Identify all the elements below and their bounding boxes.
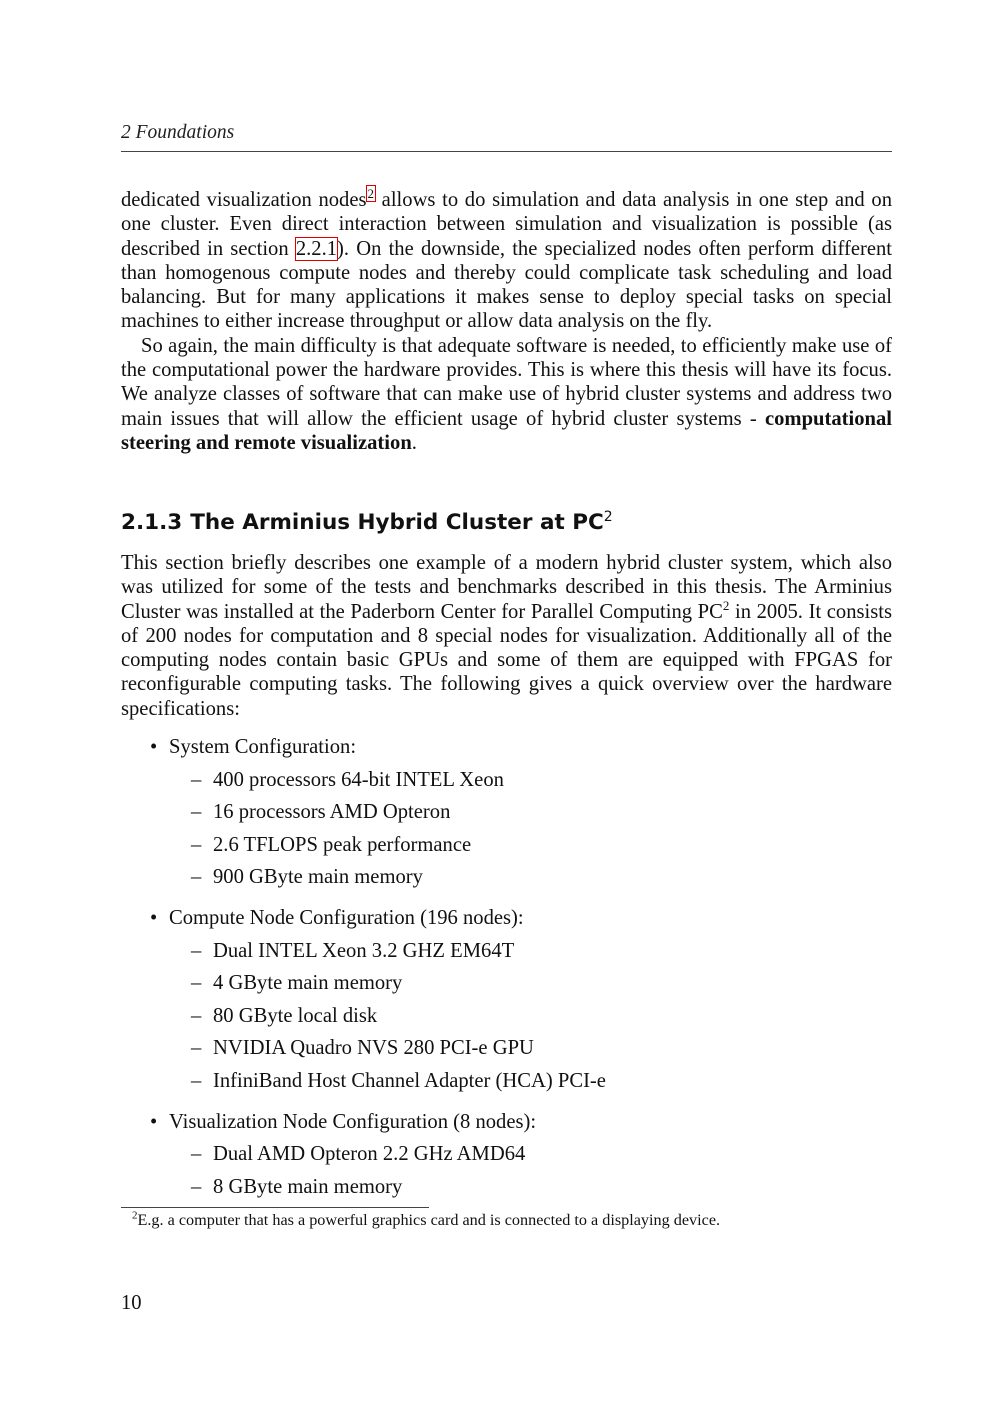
spec-group-label-text: System Configuration: [169, 736, 357, 758]
intro-p1-text-2: allows to do simulation and data analysis in one step and on one cluster. Even direct interaction between simulation and visualization is possible (as described in section [121, 189, 892, 260]
spec-item-text: Dual AMD Opteron 2.2 GHz AMD64 [213, 1143, 526, 1165]
spec-group [121, 734, 892, 890]
bullet-marker: • [150, 1110, 158, 1133]
intro-paragraph-2 [121, 334, 892, 455]
footnote-text: E.g. a computer that has a powerful graphics card and is connected to a displaying device. [137, 1211, 721, 1229]
spec-item-text: 8 GByte main memory [213, 1175, 403, 1198]
dash-marker: – [191, 768, 202, 791]
spec-group-label [121, 1109, 892, 1135]
bullet-marker: • [150, 736, 158, 758]
section-p1-sup: 2 [722, 597, 730, 613]
spec-group-label [121, 734, 892, 760]
spec-item-text: 16 processors AMD Opteron [213, 801, 451, 823]
intro-p2-bold: computational steering and remote visualization [121, 407, 892, 454]
section-paragraph [121, 551, 892, 721]
spec-item [121, 793, 892, 826]
bullet-marker: • [150, 907, 158, 929]
spec-group-label-text: Visualization Node Configuration (8 nodes): [169, 1110, 537, 1133]
footnote-mark: 2 [132, 1209, 138, 1222]
dash-marker: – [191, 939, 202, 962]
intro-p2-end: . [411, 431, 417, 454]
dash-marker: – [191, 801, 202, 823]
running-header [121, 120, 892, 152]
spec-item-text: 900 GByte main memory [213, 866, 423, 888]
section-title-sup: 2 [603, 508, 613, 525]
intro-p1-text-3: ). On the downside, the specialized nodes often perform different than homogenous compute nodes and thereby could complicate task scheduling and load balancing. But for many applications it makes sense to deploy special tasks on special machines to either increase throughput or allow data analysis on the fly. [121, 237, 893, 333]
spec-group [121, 1109, 892, 1200]
spec-item-text: 4 GByte main memory [213, 972, 403, 994]
dash-marker: – [191, 1175, 202, 1198]
section-p1-text-2: in 2005. It consists of 200 nodes for computation and 8 special nodes for visualization. Additionally all of the computing nodes contain basic GPUs and some of them are equipped with FPGAS for reconfigurable computing tasks. The following gives a quick overview over the hardware specifications: [121, 600, 893, 720]
footnote-ref-link[interactable]: 2 [367, 186, 375, 202]
dash-marker: – [191, 1143, 202, 1165]
dash-marker: – [191, 1037, 202, 1059]
spec-item [121, 1167, 892, 1200]
spec-group-label [121, 905, 892, 931]
spec-item-text: InfiniBand Host Channel Adapter (HCA) PCI-e [213, 1069, 606, 1092]
dash-marker: – [191, 866, 202, 888]
page-number: 10 [121, 1292, 142, 1314]
footnote [132, 1209, 720, 1231]
spec-list [121, 734, 892, 1215]
spec-item [121, 996, 892, 1029]
section-number: 2.1.3 [121, 510, 183, 535]
spec-item-text: NVIDIA Quadro NVS 280 PCI-e GPU [213, 1037, 534, 1059]
section-p1-text-1: This section briefly describes one example of a modern hybrid cluster system, which also was utilized for some of the tests and benchmarks described in this thesis. The Arminius Cluster was installed at the Paderborn Center for Parallel Computing PC [121, 552, 892, 623]
spec-item [121, 1135, 892, 1168]
spec-item-text: 80 GByte local disk [213, 1004, 378, 1027]
spec-item [121, 1061, 892, 1094]
intro-paragraph-1 [121, 188, 892, 334]
spec-item [121, 1029, 892, 1062]
running-title: 2 Foundations [121, 122, 235, 143]
section-text [121, 551, 892, 721]
spec-item-text: Dual INTEL Xeon 3.2 GHZ EM64T [213, 939, 515, 962]
dash-marker: – [191, 972, 202, 994]
section-ref-link[interactable]: 2.2.1 [295, 237, 338, 260]
spec-item-text: 400 processors 64-bit INTEL Xeon [213, 768, 504, 791]
spec-item [121, 760, 892, 793]
footnote-rule [121, 1207, 429, 1208]
spec-item-text: 2.6 TFLOPS peak performance [213, 833, 472, 856]
section-title: The Arminius Hybrid Cluster at PC [190, 510, 604, 535]
dash-marker: – [191, 833, 202, 856]
intro-p1-text-1: dedicated visualization nodes [121, 189, 367, 211]
section-heading [121, 506, 613, 540]
dash-marker: – [191, 1004, 202, 1027]
spec-item [121, 964, 892, 997]
spec-group-label-text: Compute Node Configuration (196 nodes): [169, 907, 524, 929]
spec-item [121, 858, 892, 891]
dash-marker: – [191, 1069, 202, 1092]
spec-item [121, 825, 892, 858]
spec-group [121, 905, 892, 1094]
intro-p2-text-1: So again, the main difficulty is that adequate software is needed, to efficiently make use of the computational power the hardware provides. This is where this thesis will have its focus. We analyze classes of software that can make use of hybrid cluster systems and address two main issues that will allow the efficient usage of hybrid cluster systems - [121, 334, 892, 430]
intro-text [121, 188, 892, 455]
spec-item [121, 931, 892, 964]
